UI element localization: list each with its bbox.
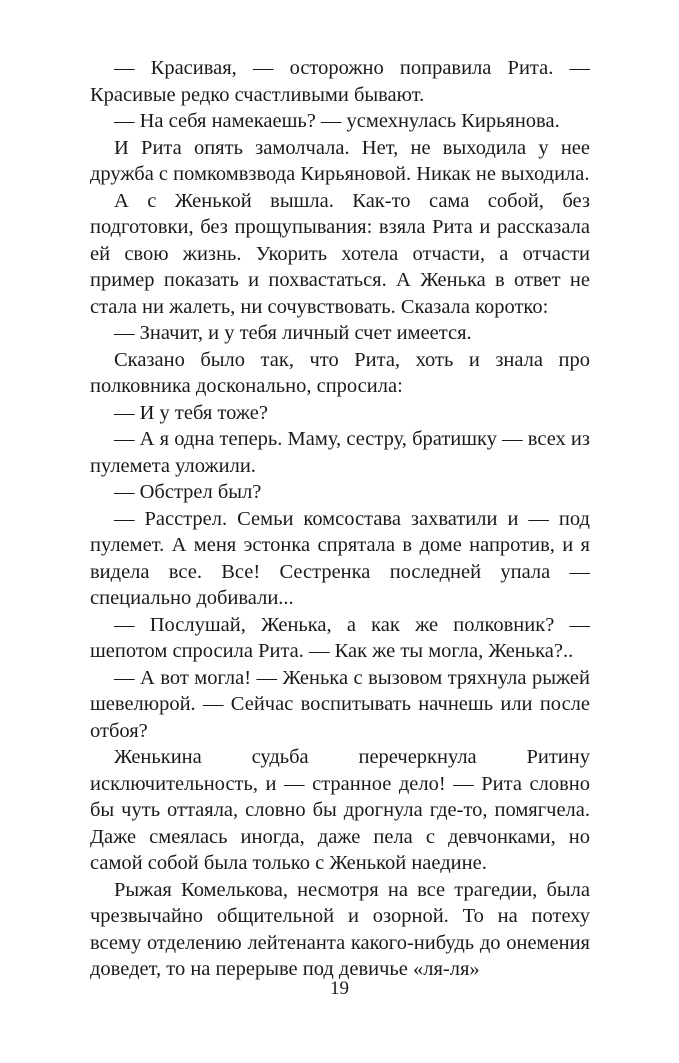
- paragraph: А с Женькой вышла. Как-то сама собой, без подготовки, без прощупывания: взяла Рита и рассказала ей свою жизнь. Укорить хотела отчасти, а отчасти пример показать и похвастаться. А Женька в ответ не стала ни жалеть, ни сочувствовать. Сказала коротко:: [90, 189, 590, 318]
- paragraph: — Красивая, — осторожно поправила Рита. — Красивые редко счастливыми бывают.: [90, 57, 590, 106]
- book-page-text: [90, 55, 590, 983]
- paragraph: — Расстрел. Семьи комсостава захватили и — под пулемет. А меня эстонка спрятала в доме напротив, и я видела все. Все! Сестренка последней упала — специально добивали...: [90, 507, 590, 609]
- page-number: 19: [330, 978, 349, 999]
- paragraph: Рыжая Комелькова, несмотря на все трагедии, была чрезвычайно общительной и озорной. То на потеху всему отделению лейтенанта какого-нибудь до онемения доведет, то на перерыве под девичье «ля-ля»: [90, 878, 590, 980]
- paragraph: — А я одна теперь. Маму, сестру, братишку — всех из пулемета уложили.: [90, 428, 590, 477]
- paragraph: — А вот могла! — Женька с вызовом тряхнула рыжей шевелюрой. — Сейчас воспитывать начнешь или после отбоя?: [90, 666, 590, 742]
- paragraph: Сказано было так, что Рита, хоть и знала про полковника досконально, спросила:: [90, 348, 590, 397]
- paragraph: — И у тебя тоже?: [114, 401, 268, 424]
- paragraph: — Обстрел был?: [114, 481, 262, 503]
- paragraph: И Рита опять замолчала. Нет, не выходила у нее дружба с помкомвзвода Кирьяновой. Никак не выходила.: [90, 136, 590, 185]
- paragraph: — Послушай, Женька, а как же полковник? — шепотом спросила Рита. — Как же ты могла, Женька?..: [90, 613, 590, 662]
- paragraph: — Значит, и у тебя личный счет имеется.: [114, 322, 472, 344]
- paragraph: Женькина судьба перечеркнула Ритину исключительность, и — странное дело! — Рита словно бы чуть оттаяла, словно бы дрогнула где-то, помягчела. Даже смеялась иногда, даже пела с девчонками, но самой собой была только с Женькой наедине.: [90, 746, 590, 874]
- paragraph: — На себя намекаешь? — усмехнулась Кирьянова.: [114, 110, 560, 132]
